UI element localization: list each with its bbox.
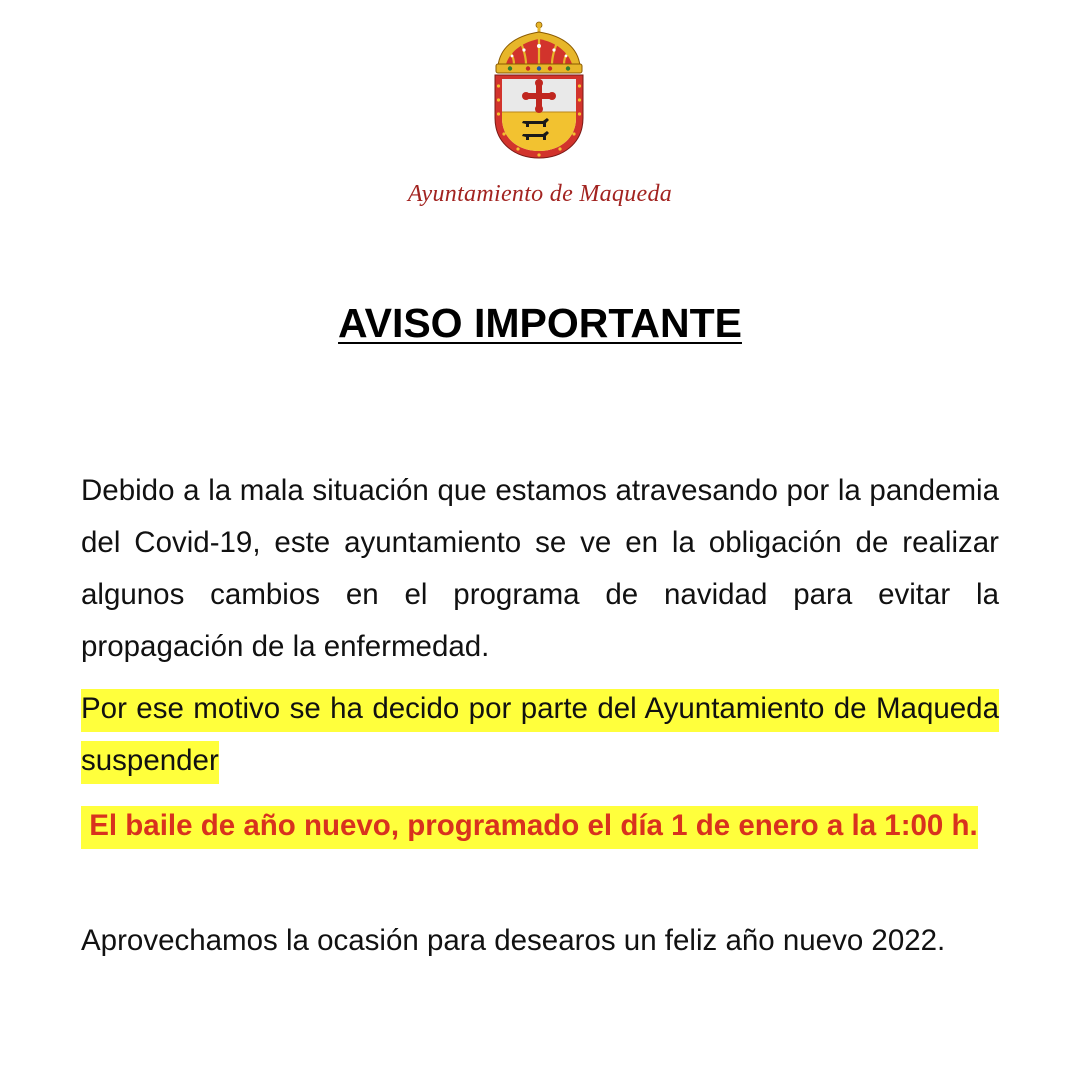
cancelled-event-text: El baile de año nuevo, programado el día 1 de enero a la 1:00 h. xyxy=(81,806,978,849)
intro-paragraph xyxy=(81,465,999,673)
shield-icon xyxy=(495,75,583,158)
greeting-paragraph xyxy=(81,915,999,967)
intro-paragraph-text: Debido a la mala situación que estamos atravesando por la pandemia del Covid-19, este ayuntamiento se ve en la obligación de realizar algunos cambios en el programa de navidad para evitar la propagación de la enfermedad. xyxy=(81,474,999,663)
org-name: Ayuntamiento de Maqueda xyxy=(407,181,673,207)
suspension-paragraph xyxy=(81,683,999,787)
crown-icon xyxy=(496,22,582,73)
suspension-paragraph-text: Por ese motivo se ha decido por parte del Ayuntamiento de Maqueda suspender xyxy=(81,689,999,784)
cancelled-event-paragraph xyxy=(81,800,999,852)
greeting-paragraph-text: Aprovechamos la ocasión para desearos un feliz año nuevo 2022. xyxy=(81,924,946,957)
notice-title: AVISO IMPORTANTE xyxy=(338,300,742,346)
coat-of-arms-icon xyxy=(490,20,588,160)
